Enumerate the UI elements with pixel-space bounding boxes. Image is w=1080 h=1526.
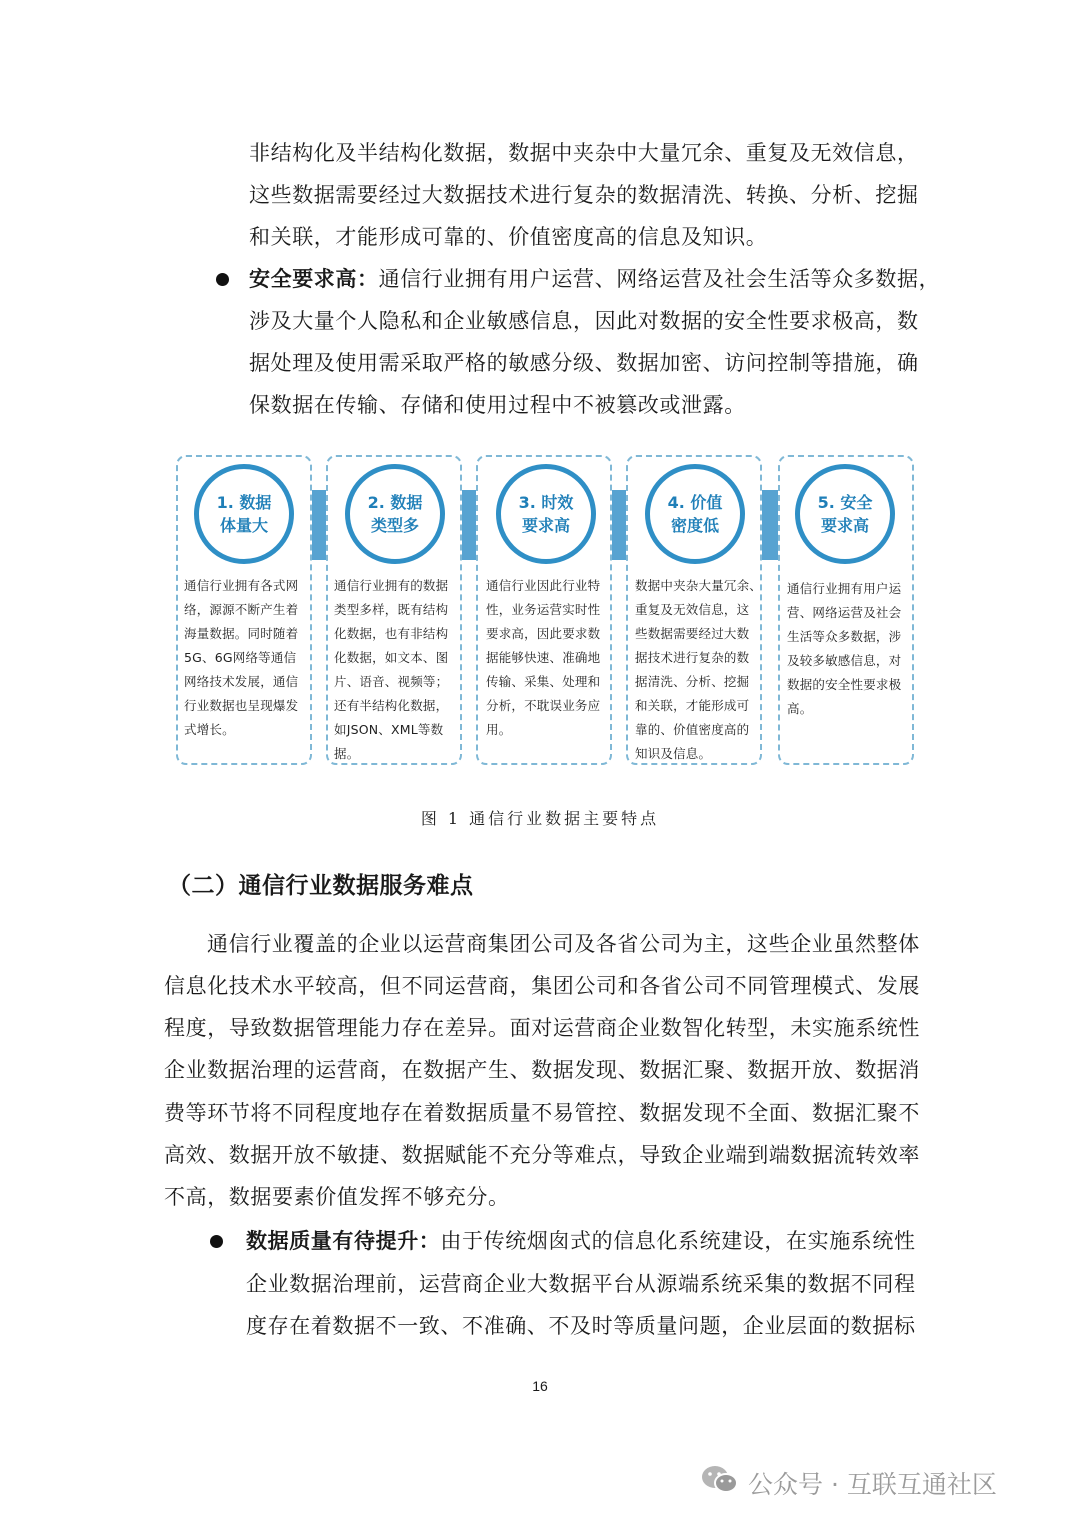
quality-bullet-text: 由于传统烟囱式的信息化系统建设，在实施系统性	[440, 1229, 916, 1253]
quality-bullet-first-line	[246, 1227, 916, 1255]
bullet-icon	[216, 273, 229, 286]
feature-description: 数据中夹杂大量冗余、 重复及无效信息，这 些数据需要经过大数 据技术进行复杂的数 据清洗、分析、挖掘 和关联，才能形成可 靠的、价值密度高的 知识及信息。	[635, 578, 763, 761]
security-bullet-title: 安全要求高：	[249, 267, 379, 291]
watermark	[700, 1463, 997, 1503]
paragraph-line: 程度，导致数据管理能力存在差异。面对运营商企业数智化转型，未实施系统性	[164, 1016, 920, 1040]
security-bullet-line: 据处理及使用需采取严格的敏感分级、数据加密、访问控制等措施，确	[249, 351, 919, 375]
intro-line: 这些数据需要经过大数据技术进行复杂的数据清洗、转换、分析、挖掘	[249, 183, 919, 207]
intro-line: 和关联，才能形成可靠的、价值密度高的信息及知识。	[249, 225, 768, 249]
quality-bullet-title: 数据质量有待提升：	[246, 1229, 441, 1253]
paragraph-line: 企业数据治理的运营商，在数据产生、数据发现、数据汇聚、数据开放、数据消	[164, 1058, 920, 1082]
security-bullet-first-line	[249, 265, 940, 293]
page-number: 16	[532, 1378, 548, 1394]
feature-description: 通信行业拥有的数据 类型多样，既有结构 化数据，也有非结构 化数据，如文本、图 片、语音、视频等； 还有半结构化数据， 如JSON、XML等数 据。	[334, 578, 449, 761]
feature-circle-title: 2. 数据 类型多	[345, 464, 445, 564]
paragraph-line: 通信行业覆盖的企业以运营商集团公司及各省公司为主，这些企业虽然整体	[207, 932, 920, 956]
feature-circle-title: 5. 安全 要求高	[795, 464, 895, 564]
feature-description: 通信行业拥有各式网 络，源源不断产生着 海量数据。同时随着 5G、6G网络等通信 网络技术发展，通信 行业数据也呈现爆发 式增长。	[184, 578, 299, 737]
paragraph-line: 高效、数据开放不敏捷、数据赋能不充分等难点，导致企业端到端数据流转效率	[164, 1143, 920, 1167]
section-heading: （二）通信行业数据服务难点	[168, 873, 474, 899]
quality-bullet-line: 企业数据治理前，运营商企业大数据平台从源端系统采集的数据不同程	[246, 1272, 916, 1296]
security-bullet-text: 通信行业拥有用户运营、网络运营及社会生活等众多数据，	[378, 267, 941, 291]
bullet-icon	[210, 1235, 223, 1248]
feature-circle-title: 1. 数据 体量大	[194, 464, 294, 564]
quality-bullet-line: 度存在着数据不一致、不准确、不及时等质量问题，企业层面的数据标	[246, 1314, 916, 1338]
paragraph-line: 不高，数据要素价值发挥不够充分。	[164, 1185, 510, 1209]
figure-caption: 图 1 通信行业数据主要特点	[420, 809, 660, 828]
security-bullet-line: 保数据在传输、存储和使用过程中不被篡改或泄露。	[249, 393, 746, 417]
paragraph-line: 信息化技术水平较高，但不同运营商，集团公司和各省公司不同管理模式、发展	[164, 974, 920, 998]
wechat-icon	[700, 1463, 740, 1503]
feature-circle-title: 3. 时效 要求高	[496, 464, 596, 564]
intro-line: 非结构化及半结构化数据，数据中夹杂中大量冗余、重复及无效信息，	[249, 141, 919, 165]
feature-description: 通信行业因此行业特 性，业务运营实时性 要求高，因此要求数 据能够快速、准确地 传输、采集、处理和 分析，不耽误业务应 用。	[486, 578, 601, 737]
feature-description: 通信行业拥有用户运 营、网络运营及社会 生活等众多数据，涉 及较多敏感信息，对 数据的安全性要求极 高。	[787, 581, 902, 716]
paragraph-line: 费等环节将不同程度地存在着数据质量不易管控、数据发现不全面、数据汇聚不	[164, 1101, 920, 1125]
feature-circle-title: 4. 价值 密度低	[645, 464, 745, 564]
watermark-label: 公众号 · 互联互通社区	[748, 1470, 997, 1499]
security-bullet-line: 涉及大量个人隐私和企业敏感信息，因此对数据的安全性要求极高，数	[249, 309, 919, 333]
